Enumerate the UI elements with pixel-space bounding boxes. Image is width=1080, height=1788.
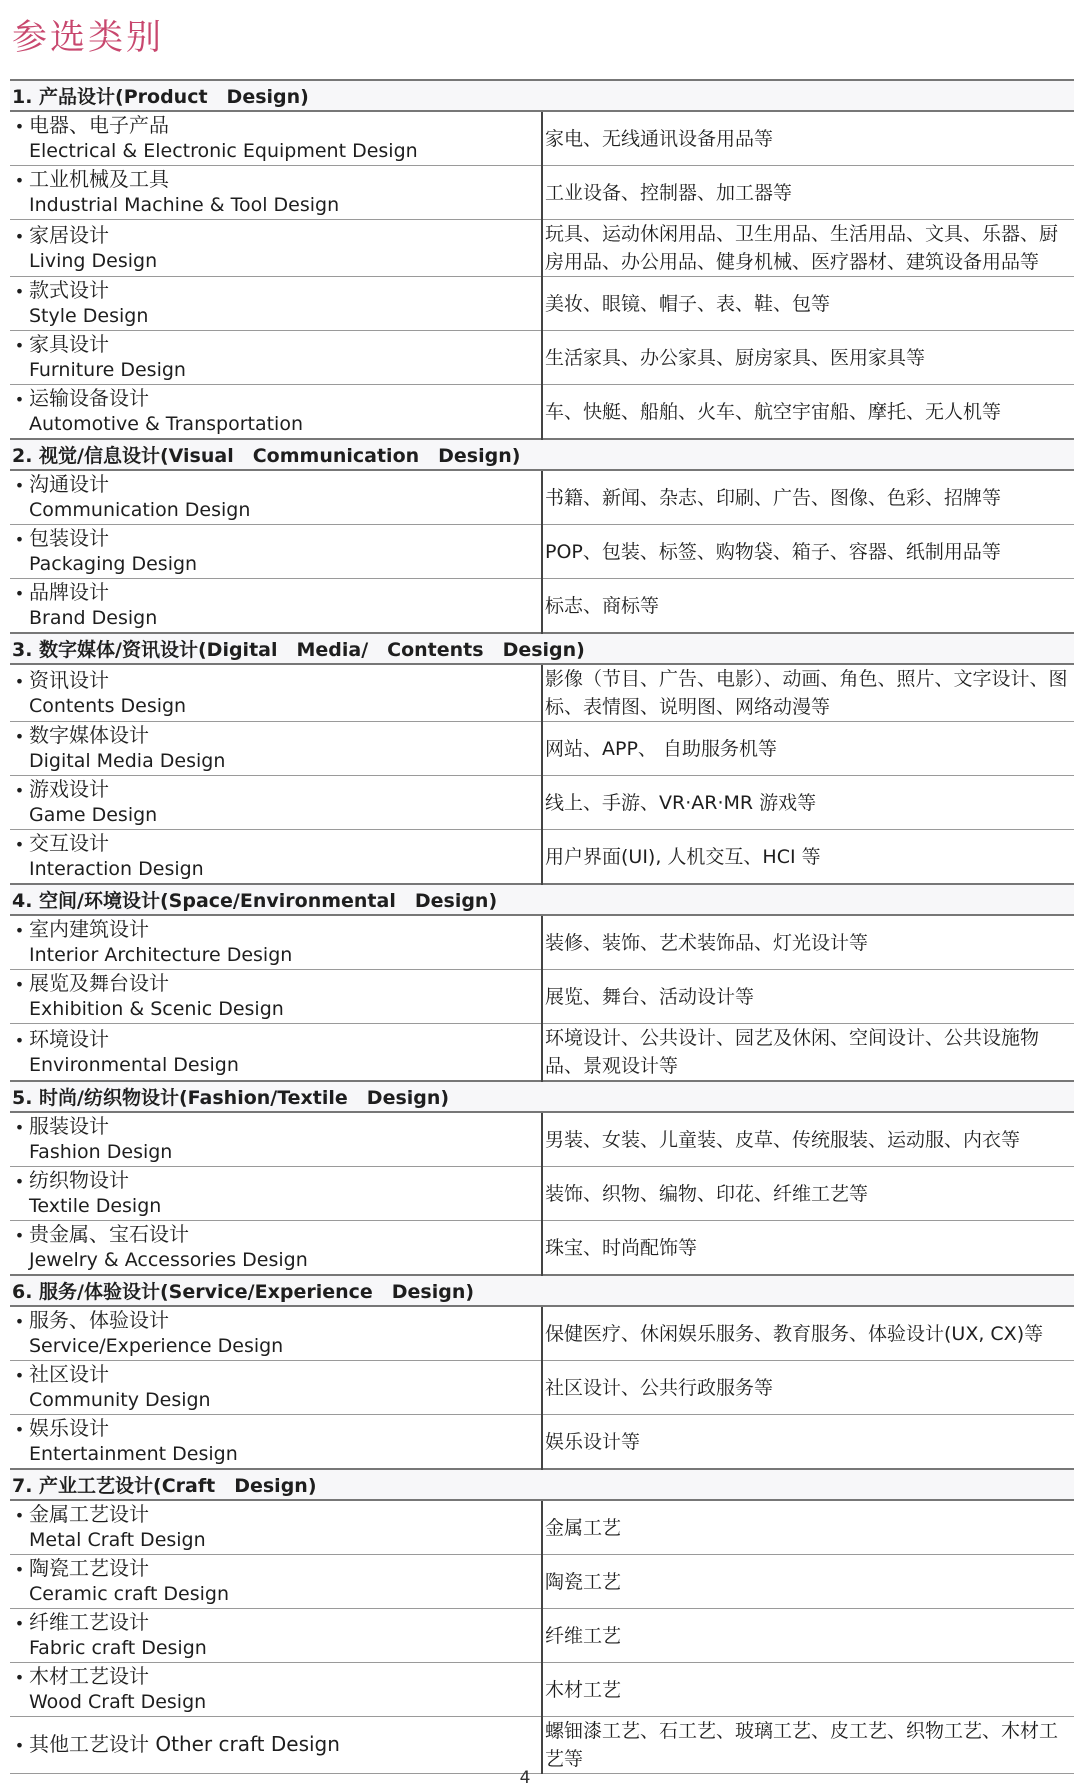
category-name-cell	[10, 1306, 542, 1361]
category-name-line	[10, 723, 541, 749]
bullet-marker: •	[14, 1506, 25, 1525]
category-name-cn: 数字媒体设计	[29, 723, 149, 747]
category-name-en: Style Design	[29, 305, 149, 327]
category-name-en: Automotive & Transportation	[29, 413, 303, 435]
section-heading: 6. 服务/体验设计(Service/Experience Design)	[10, 1275, 1074, 1306]
bullet-marker: •	[14, 1172, 25, 1191]
category-row	[10, 1500, 1074, 1555]
bullet-marker: •	[14, 1226, 25, 1245]
category-name-line	[10, 113, 541, 139]
category-row	[10, 470, 1074, 525]
category-name-cn: 社区设计	[29, 1362, 109, 1386]
section-heading-row	[10, 884, 1074, 915]
category-name-line	[10, 1168, 541, 1194]
category-row	[10, 1663, 1074, 1717]
category-name-en: Textile Design	[29, 1195, 162, 1217]
category-name-line	[10, 1362, 541, 1388]
category-row	[10, 1555, 1074, 1609]
category-name-cn: 展览及舞台设计	[29, 971, 169, 995]
category-name-cell	[10, 1555, 542, 1609]
category-description: 玩具、运动休闲用品、卫生用品、生活用品、文具、乐器、厨房用品、办公用品、健身机械、医疗器材、建筑设备用品等	[542, 220, 1074, 277]
category-row	[10, 664, 1074, 722]
category-name-line	[10, 917, 541, 943]
bullet-marker: •	[14, 1736, 25, 1755]
category-name-cell	[10, 1361, 542, 1415]
category-name-cn: 家具设计	[29, 332, 109, 356]
bullet-marker: •	[14, 835, 25, 854]
category-name-line	[10, 1610, 541, 1636]
category-name-line	[10, 1114, 541, 1140]
category-name-cell	[10, 1167, 542, 1221]
category-name-cell	[10, 915, 542, 970]
category-name-en: Exhibition & Scenic Design	[29, 998, 284, 1020]
category-name-cell	[10, 664, 542, 722]
bullet-marker: •	[14, 584, 25, 603]
category-description: POP、包装、标签、购物袋、箱子、容器、纸制用品等	[542, 525, 1074, 579]
category-name-cn: 室内建筑设计	[29, 917, 149, 941]
bullet-marker: •	[14, 1420, 25, 1439]
category-name-en: Industrial Machine & Tool Design	[29, 194, 340, 216]
category-name-cn: 服务、体验设计	[29, 1308, 169, 1332]
bullet-marker: •	[14, 530, 25, 549]
category-description: 标志、商标等	[542, 579, 1074, 634]
category-name-line	[10, 1502, 541, 1528]
category-description: 保健医疗、休闲娱乐服务、教育服务、体验设计(UX, CX)等	[542, 1306, 1074, 1361]
category-name-cell	[10, 331, 542, 385]
category-name-en: Ceramic craft Design	[29, 1583, 230, 1605]
category-description: 车、快艇、船舶、火车、航空宇宙船、摩托、无人机等	[542, 385, 1074, 440]
category-name-line	[10, 1732, 541, 1758]
category-row	[10, 525, 1074, 579]
category-name-cell	[10, 1112, 542, 1167]
category-description: 影像（节目、广告、电影）、动画、角色、照片、文字设计、图标、表情图、说明图、网络动漫等	[542, 664, 1074, 722]
bullet-marker: •	[14, 727, 25, 746]
section-heading-row	[10, 80, 1074, 111]
category-description: 工业设备、控制器、加工器等	[542, 166, 1074, 220]
bullet-marker: •	[14, 1366, 25, 1385]
bullet-marker: •	[14, 282, 25, 301]
category-name-cn: 款式设计	[29, 278, 109, 302]
bullet-marker: •	[14, 476, 25, 495]
category-name-line	[10, 831, 541, 857]
category-name-line	[10, 386, 541, 412]
bullet-marker: •	[14, 117, 25, 136]
category-description: 装修、装饰、艺术装饰品、灯光设计等	[542, 915, 1074, 970]
category-name-line	[10, 526, 541, 552]
category-name-cell	[10, 166, 542, 220]
category-name-cell	[10, 470, 542, 525]
bullet-marker: •	[14, 171, 25, 190]
category-table-body	[10, 80, 1074, 1774]
category-name-cn: 贵金属、宝石设计	[29, 1222, 189, 1246]
category-name-line	[10, 1027, 541, 1053]
category-name-cell	[10, 277, 542, 331]
category-name-cell	[10, 1415, 542, 1470]
category-description: 环境设计、公共设计、园艺及休闲、空间设计、公共设施物品、景观设计等	[542, 1024, 1074, 1082]
category-description: 生活家具、办公家具、厨房家具、医用家具等	[542, 331, 1074, 385]
category-name-cell	[10, 385, 542, 440]
category-row	[10, 915, 1074, 970]
section-heading-row	[10, 439, 1074, 470]
section-heading-row	[10, 1469, 1074, 1500]
category-name-en: Fabric craft Design	[29, 1637, 207, 1659]
category-description: 男装、女装、儿童装、皮草、传统服装、运动服、内衣等	[542, 1112, 1074, 1167]
category-name-en: Electrical & Electronic Equipment Design	[29, 140, 418, 162]
category-name-cn: 运输设备设计	[29, 386, 149, 410]
category-name-en: Metal Craft Design	[29, 1529, 206, 1551]
category-name-en: Living Design	[29, 249, 158, 272]
category-name-en: Packaging Design	[29, 553, 198, 575]
bullet-marker: •	[14, 781, 25, 800]
category-name-en: Community Design	[29, 1389, 211, 1411]
category-description: 线上、手游、VR·AR·MR 游戏等	[542, 776, 1074, 830]
category-description: 书籍、新闻、杂志、印刷、广告、图像、色彩、招牌等	[542, 470, 1074, 525]
category-description: 美妆、眼镜、帽子、表、鞋、包等	[542, 277, 1074, 331]
category-name-cell	[10, 970, 542, 1024]
page-title: 参选类别	[12, 18, 165, 58]
category-description: 展览、舞台、活动设计等	[542, 970, 1074, 1024]
category-name-en: Service/Experience Design	[29, 1335, 284, 1357]
category-row	[10, 1167, 1074, 1221]
category-name-cell	[10, 111, 542, 166]
category-row	[10, 331, 1074, 385]
bullet-marker: •	[14, 671, 25, 691]
category-row	[10, 111, 1074, 166]
category-name-en: Jewelry & Accessories Design	[29, 1249, 308, 1271]
section-heading-row	[10, 1275, 1074, 1306]
section-heading: 5. 时尚/纺织物设计(Fashion/Textile Design)	[10, 1081, 1074, 1112]
bullet-marker: •	[14, 1614, 25, 1633]
category-row	[10, 220, 1074, 277]
category-name-cn: 工业机械及工具	[29, 167, 169, 191]
category-row	[10, 166, 1074, 220]
bullet-marker: •	[14, 1668, 25, 1687]
category-name-cn: 纺织物设计	[29, 1168, 129, 1192]
category-name-cn: 沟通设计	[29, 472, 109, 496]
section-heading: 2. 视觉/信息设计(Visual Communication Design)	[10, 439, 1074, 470]
bullet-marker: •	[14, 1030, 25, 1050]
category-row	[10, 722, 1074, 776]
page-number: 4	[519, 1768, 531, 1788]
category-name-en: Entertainment Design	[29, 1443, 238, 1465]
category-table	[10, 79, 1074, 1774]
category-name-cn: 环境设计	[29, 1026, 109, 1051]
category-name-en: Digital Media Design	[29, 750, 226, 772]
category-name-cell	[10, 1221, 542, 1276]
bullet-marker: •	[14, 975, 25, 994]
category-name-en: Wood Craft Design	[29, 1691, 207, 1713]
section-heading: 4. 空间/环境设计(Space/Environmental Design)	[10, 884, 1074, 915]
category-name-cn: 陶瓷工艺设计	[29, 1556, 149, 1580]
bullet-marker: •	[14, 336, 25, 355]
category-name-en: Contents Design	[29, 694, 187, 717]
category-name-en: Communication Design	[29, 499, 251, 521]
category-name-cn: 交互设计	[29, 831, 109, 855]
category-description: 网站、APP、 自助服务机等	[542, 722, 1074, 776]
category-description: 用户界面(UI), 人机交互、HCI 等	[542, 830, 1074, 885]
category-name-cell	[10, 1609, 542, 1663]
category-name-line	[10, 668, 541, 694]
bullet-marker: •	[14, 1312, 25, 1331]
category-name-cell	[10, 830, 542, 885]
category-row	[10, 1609, 1074, 1663]
category-name-line	[10, 777, 541, 803]
category-name-cell	[10, 525, 542, 579]
category-row	[10, 385, 1074, 440]
category-name-cell	[10, 1500, 542, 1555]
category-description: 家电、无线通讯设备用品等	[542, 111, 1074, 166]
category-name-cn: 金属工艺设计	[29, 1502, 149, 1526]
category-name-cn: 品牌设计	[29, 580, 109, 604]
category-name-en: Environmental Design	[29, 1053, 239, 1076]
category-name-line	[10, 1222, 541, 1248]
category-row	[10, 776, 1074, 830]
category-name-cn: 服装设计	[29, 1114, 109, 1138]
category-name-cell	[10, 1717, 542, 1774]
category-name-cell	[10, 579, 542, 634]
category-name-cn: 纤维工艺设计	[29, 1610, 149, 1634]
category-row-other	[10, 1717, 1074, 1774]
category-name-cn: 电器、电子产品	[29, 113, 169, 137]
category-name-cell	[10, 1024, 542, 1082]
category-row	[10, 579, 1074, 634]
section-heading: 7. 产业工艺设计(Craft Design)	[10, 1469, 1074, 1500]
category-name-cn: 游戏设计	[29, 777, 109, 801]
category-name-cell	[10, 722, 542, 776]
category-description: 社区设计、公共行政服务等	[542, 1361, 1074, 1415]
category-description: 珠宝、时尚配饰等	[542, 1221, 1074, 1276]
category-description: 陶瓷工艺	[542, 1555, 1074, 1609]
section-heading: 3. 数字媒体/资讯设计(Digital Media/ Contents Design)	[10, 633, 1074, 664]
category-row	[10, 1221, 1074, 1276]
bullet-marker: •	[14, 1560, 25, 1579]
category-description: 纤维工艺	[542, 1609, 1074, 1663]
category-row	[10, 277, 1074, 331]
category-name-line	[10, 580, 541, 606]
category-name-line	[10, 1308, 541, 1334]
bullet-marker: •	[14, 1118, 25, 1137]
category-description: 螺钿漆工艺、石工艺、玻璃工艺、皮工艺、织物工艺、木材工艺等	[542, 1717, 1074, 1774]
category-name-line	[10, 1556, 541, 1582]
category-name-en: Brand Design	[29, 607, 158, 629]
category-name-cn: 家居设计	[29, 222, 109, 247]
category-name-cell	[10, 220, 542, 277]
category-name-en: Fashion Design	[29, 1141, 173, 1163]
category-name-other: 其他工艺设计 Other craft Design	[29, 1732, 340, 1756]
category-row	[10, 1415, 1074, 1470]
category-row	[10, 830, 1074, 885]
category-row	[10, 1024, 1074, 1082]
category-description: 娱乐设计等	[542, 1415, 1074, 1470]
category-name-line	[10, 472, 541, 498]
category-name-line	[10, 332, 541, 358]
category-name-cn: 资讯设计	[29, 667, 109, 692]
category-description: 装饰、织物、编物、印花、纤维工艺等	[542, 1167, 1074, 1221]
category-description: 木材工艺	[542, 1663, 1074, 1717]
category-name-line	[10, 278, 541, 304]
category-row	[10, 970, 1074, 1024]
category-name-cn: 包装设计	[29, 526, 109, 550]
category-name-cn: 木材工艺设计	[29, 1664, 149, 1688]
category-description: 金属工艺	[542, 1500, 1074, 1555]
category-name-en: Game Design	[29, 804, 158, 826]
category-row	[10, 1306, 1074, 1361]
category-name-cell	[10, 1663, 542, 1717]
category-name-line	[10, 223, 541, 249]
category-name-en: Furniture Design	[29, 359, 186, 381]
category-name-cn: 娱乐设计	[29, 1416, 109, 1440]
category-name-en: Interior Architecture Design	[29, 944, 293, 966]
category-name-line	[10, 1416, 541, 1442]
category-name-line	[10, 167, 541, 193]
category-name-en: Interaction Design	[29, 858, 204, 880]
category-name-line	[10, 1664, 541, 1690]
bullet-marker: •	[14, 390, 25, 409]
section-heading-row	[10, 1081, 1074, 1112]
section-heading: 1. 产品设计(Product Design)	[10, 80, 1074, 111]
category-row	[10, 1361, 1074, 1415]
category-name-line	[10, 971, 541, 997]
bullet-marker: •	[14, 226, 25, 246]
category-row	[10, 1112, 1074, 1167]
bullet-marker: •	[14, 921, 25, 940]
category-name-cell	[10, 776, 542, 830]
section-heading-row	[10, 633, 1074, 664]
